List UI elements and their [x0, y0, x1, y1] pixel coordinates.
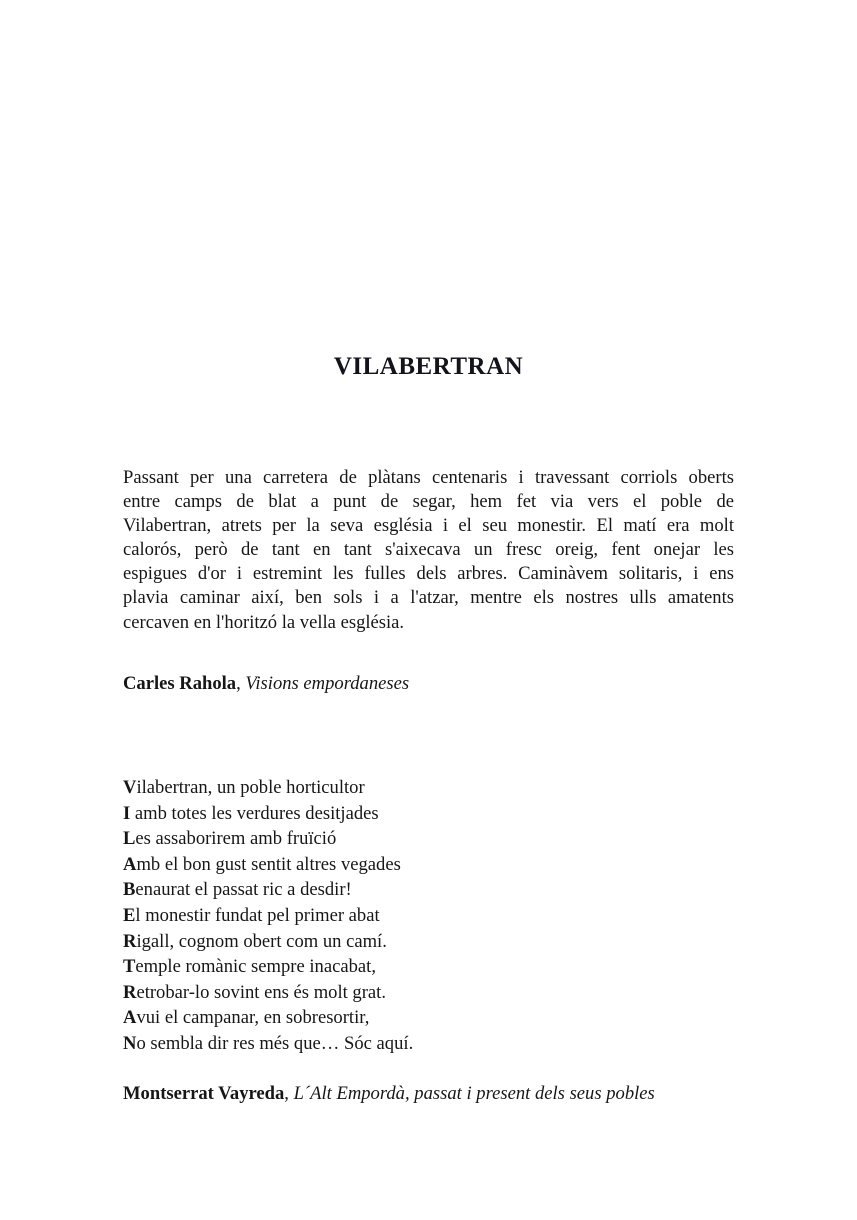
poem-verse [123, 980, 413, 1006]
prose-line: entre camps de blat a punt de segar, hem fet via vers el poble de [123, 491, 734, 513]
verse-text: amb totes les verdures desitjades [130, 802, 379, 824]
verse-text: ilabertran, un poble horticultor [136, 777, 365, 798]
verse-initial: E [123, 904, 136, 926]
verse-text: es assaborirem amb fruïció [135, 828, 337, 850]
verse-initial: N [123, 1032, 137, 1054]
citation-separator: , [236, 673, 246, 694]
citation-author: Montserrat Vayreda [123, 1083, 285, 1104]
verse-text: emple romànic sempre inacabat, [135, 956, 376, 978]
verse-initial: V [123, 777, 137, 798]
verse-initial: I [123, 802, 131, 824]
verse-initial: B [123, 879, 136, 901]
poem-verse [123, 877, 413, 903]
poem-verse [123, 1005, 413, 1031]
poem-verse [123, 775, 413, 801]
prose-line: calorós, però de tant en tant s'aixecava un fresc oreig, fent onejar les [123, 539, 734, 561]
citation-vayreda [123, 1083, 655, 1105]
verse-initial: R [123, 930, 137, 952]
prose-line: Passant per una carretera de plàtans centenaris i travessant corriols oberts [123, 467, 734, 488]
verse-initial: T [123, 956, 136, 978]
verse-text: igall, cognom obert com un camí. [136, 930, 387, 952]
page-title: VILABERTRAN [333, 353, 524, 380]
poem-verse [123, 852, 413, 878]
verse-text: etrobar-lo sovint ens és molt grat. [136, 981, 386, 1003]
poem-verse [123, 903, 413, 929]
prose-paragraph [123, 466, 734, 635]
verse-initial: A [123, 853, 137, 875]
poem-verse [123, 1031, 413, 1057]
poem-verse [123, 929, 413, 955]
citation-work: Visions empordaneses [245, 673, 410, 694]
verse-text: enaurat el passat ric a desdir! [135, 879, 352, 901]
prose-line: plavia caminar així, ben sols i a l'atzar, mentre els nostres ulls amatents [123, 587, 734, 609]
citation-rahola [123, 673, 409, 695]
verse-initial: A [123, 1007, 137, 1029]
verse-initial: L [123, 828, 136, 850]
acrostic-poem [123, 775, 413, 1057]
verse-text: l monestir fundat pel primer abat [135, 904, 380, 926]
verse-text: o sembla dir res més que… Sóc aquí. [136, 1032, 414, 1054]
poem-verse [123, 954, 413, 980]
prose-line: espigues d'or i estremint les fulles dels arbres. Caminàvem solitaris, i ens [123, 563, 734, 585]
verse-text: vui el campanar, en sobresortir, [136, 1007, 370, 1029]
citation-work: L´Alt Empordà, passat i present dels seus pobles [293, 1083, 655, 1104]
citation-separator: , [284, 1083, 294, 1104]
poem-verse [123, 801, 413, 827]
prose-line: cercaven en l'horitzó la vella església. [123, 611, 405, 633]
poem-verse [123, 826, 413, 852]
citation-author: Carles Rahola [123, 673, 237, 694]
verse-initial: R [123, 981, 137, 1003]
prose-line: Vilabertran, atrets per la seva església i el seu monestir. El matí era molt [123, 515, 734, 537]
verse-text: mb el bon gust sentit altres vegades [136, 853, 401, 875]
